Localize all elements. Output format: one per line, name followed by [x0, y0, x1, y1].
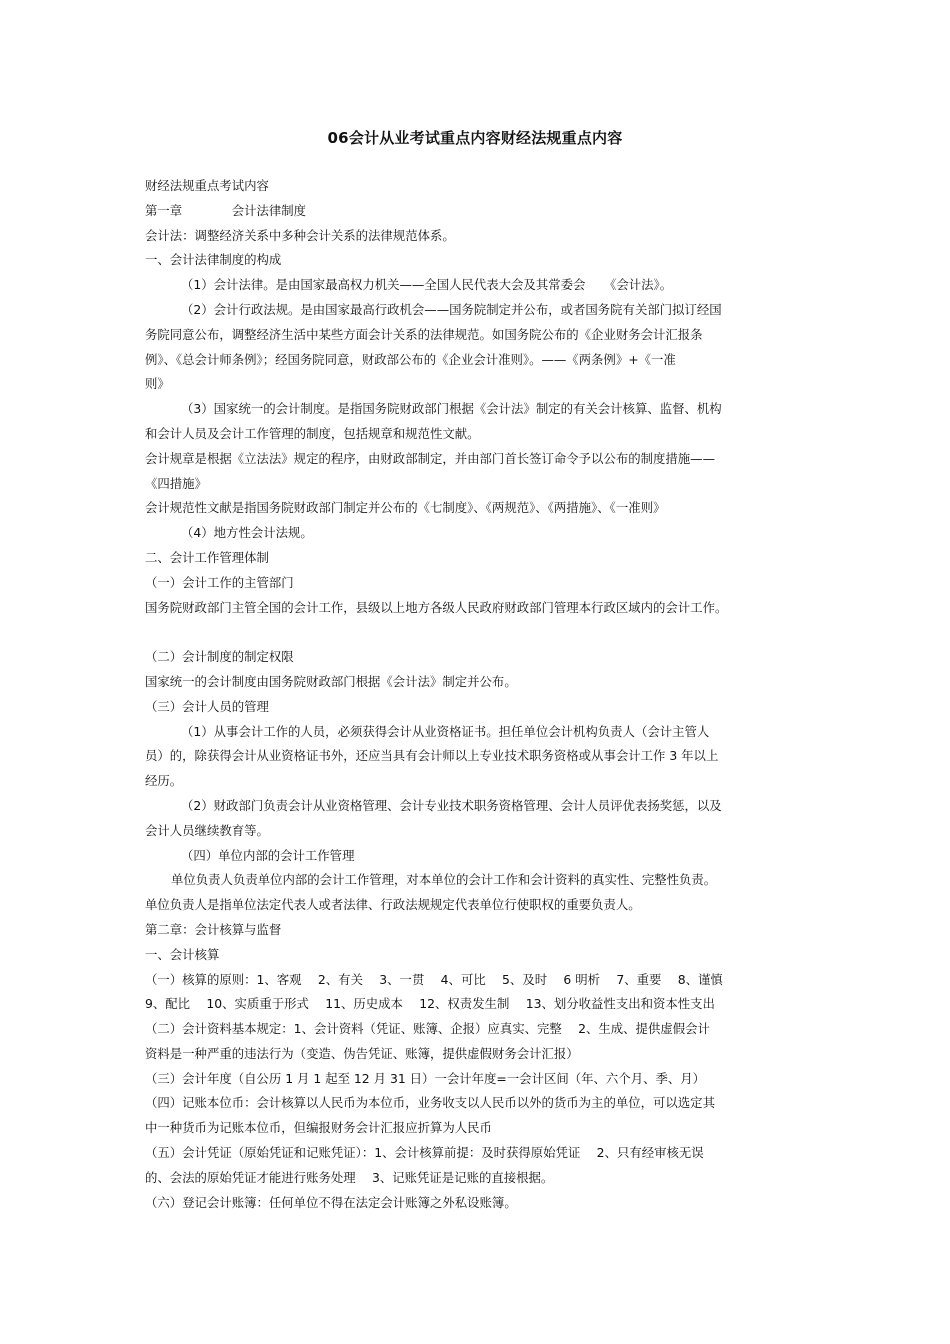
text-line: 国务院财政部门主管全国的会计工作，县级以上地方各级人民政府财政部门管理本行政区域内的会计工作。 [145, 599, 728, 615]
text-line: （五）会计凭证（原始凭证和记账凭证）：1、会计核算前提：及时获得原始凭证 2、只有经审核无误 [145, 1145, 704, 1161]
text-line: 例》、《总会计师条例》；经国务院同意，财政部公布的《企业会计准则》。——《两条例》+《一准 [145, 351, 676, 367]
text-line: 资料是一种严重的违法行为（变造、伪告凭证、账簿，提供虚假财务会计汇报） [145, 1045, 579, 1061]
text-line: （三）会计人员的管理 [145, 698, 269, 714]
text-line: 会计人员继续教育等。 [145, 822, 269, 838]
text-line: （二）会计资料基本规定：1、会计资料（凭证、账簿、企报）应真实、完整 2、生成、提供虚假会计 [145, 1021, 710, 1037]
text-line: 则》 [145, 376, 170, 392]
text-line: 一、会计核算 [145, 946, 220, 962]
text-line: （1）会计法律。是由国家最高权力机关——全国人民代表大会及其常委会 《会计法》。 [181, 277, 673, 293]
document-body [145, 174, 835, 1215]
text-line: 的、会法的原始凭证才能进行账务处理 3、记账凭证是记账的直接根据。 [145, 1169, 554, 1185]
text-line: （2）会计行政法规。是由国家最高行政机会——国务院制定并公布，或者国务院有关部门拟订经国 [181, 301, 722, 317]
text-line: 单位负责人是指单位法定代表人或者法律、行政法规规定代表单位行使职权的重要负责人。 [145, 897, 641, 913]
text-line: 国家统一的会计制度由国务院财政部门根据《会计法》制定并公布。 [145, 673, 517, 689]
text-line: 中一种货币为记账本位币，但编报财务会计汇报应折算为人民币 [145, 1120, 492, 1136]
document-title: 06会计从业考试重点内容财经法规重点内容 [327, 129, 623, 147]
text-line: 单位负责人负责单位内部的会计工作管理，对本单位的会计工作和会计资料的真实性、完整性负责。 [171, 872, 717, 888]
text-line: （一）会计工作的主管部门 [145, 574, 294, 590]
text-line: 《四措施》 [145, 475, 207, 491]
text-line: （二）会计制度的制定权限 [145, 649, 294, 665]
text-line: 会计规章是根据《立法法》规定的程序，由财政部制定，并由部门首长签订命令予以公布的制度措施—— [145, 450, 715, 466]
text-line: 经历。 [145, 773, 183, 789]
text-line: 员）的，除获得会计从业资格证书外，还应当具有会计师以上专业技术职务资格或从事会计工作 3 年以上 [145, 748, 719, 764]
text-line: （2）财政部门负责会计从业资格管理、会计专业技术职务资格管理、会计人员评优表扬奖惩，以及 [181, 797, 722, 813]
text-line: 财经法规重点考试内容 [145, 178, 269, 193]
text-line: 一、会计法律制度的构成 [145, 252, 282, 268]
text-line: （1）从事会计工作的人员，必须获得会计从业资格证书。担任单位会计机构负责人（会计主管人 [181, 723, 710, 739]
text-line: （六）登记会计账簿：任何单位不得在法定会计账簿之外私设账簿。 [145, 1194, 517, 1210]
text-line: 会计规范性文献是指国务院财政部门制定并公布的《七制度》、《两规范》、《两措施》、《一准则》 [145, 500, 666, 516]
text-line: （三）会计年度（自公历 1 月 1 起至 12 月 31 日）一会计年度=一会计区间（年、六个月、季、月） [145, 1070, 706, 1086]
text-line: （4）地方性会计法规。 [181, 525, 313, 541]
text-line: 第一章 会计法律制度 [145, 202, 307, 218]
text-line: （四）单位内部的会计工作管理 [181, 847, 355, 863]
text-line: （四）记账本位币：会计核算以人民币为本位币，业务收支以人民币以外的货币为主的单位，可以选定其 [145, 1095, 715, 1111]
text-line: （3）国家统一的会计制度。是指国务院财政部门根据《会计法》制定的有关会计核算、监督、机构 [181, 401, 722, 417]
text-line: 二、会计工作管理体制 [145, 549, 269, 565]
text-line: 9、配比 10、实质重于形式 11、历史成本 12、权责发生制 13、划分收益性支出和资本性支出 [145, 996, 715, 1012]
text-line: 务院同意公布，调整经济生活中某些方面会计关系的法律规范。如国务院公布的《企业财务会计汇报条 [145, 326, 703, 342]
text-line: 会计法：调整经济关系中多种会计关系的法律规范体系。 [145, 227, 455, 243]
blank-line [145, 620, 835, 645]
text-line: （一）核算的原则：1、客观 2、有关 3、一贯 4、可比 5、及时 6 明析 7、重要 8、谨慎 [145, 971, 723, 987]
text-line: 第二章：会计核算与监督 [145, 921, 282, 937]
text-line: 和会计人员及会计工作管理的制度，包括规章和规范性文献。 [145, 425, 480, 441]
